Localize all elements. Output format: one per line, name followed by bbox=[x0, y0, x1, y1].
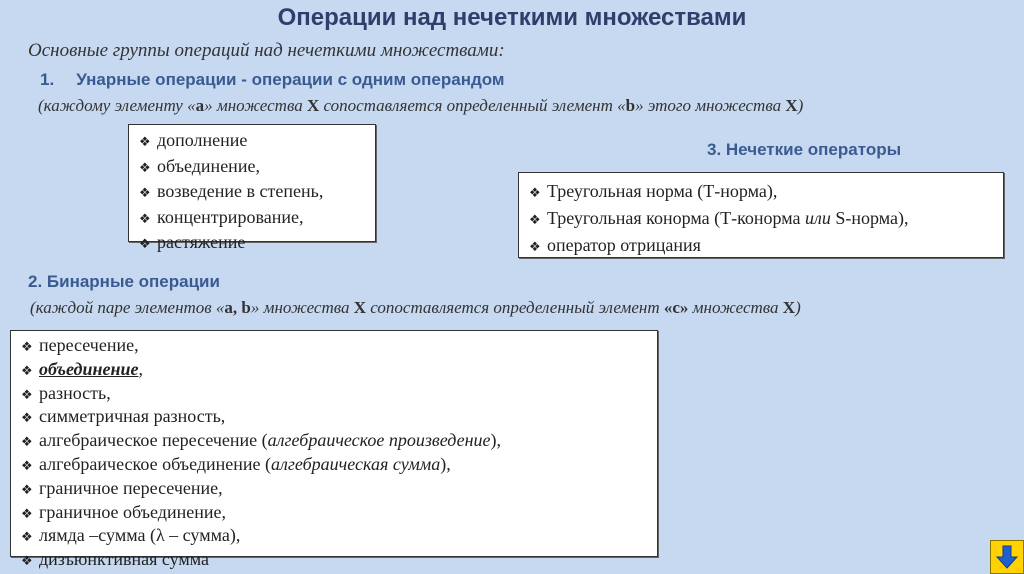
desc-set-x: X bbox=[785, 96, 798, 115]
unary-operations-box bbox=[128, 124, 376, 252]
desc-part: множества bbox=[688, 298, 783, 317]
bullet-icon: ❖ bbox=[21, 506, 33, 522]
item-text: пересечение, bbox=[39, 335, 139, 355]
item-text: объединение, bbox=[157, 155, 260, 176]
list-item bbox=[21, 502, 657, 526]
bullet-icon: ❖ bbox=[21, 387, 33, 403]
item-text: алгебраическое пересечение ( bbox=[39, 430, 268, 451]
bullet-icon: ❖ bbox=[21, 530, 33, 546]
desc-set-x: X bbox=[782, 298, 796, 317]
list-item bbox=[529, 206, 1003, 233]
item-text: граничное объединение, bbox=[39, 501, 226, 522]
arrow-down-icon bbox=[994, 544, 1020, 570]
desc-element-a: а bbox=[195, 96, 205, 115]
desc-set-x: X bbox=[353, 298, 367, 317]
bullet-icon: ❖ bbox=[21, 554, 33, 570]
list-item bbox=[21, 430, 657, 454]
list-item bbox=[529, 233, 1003, 260]
list-item bbox=[21, 383, 657, 407]
unary-heading-text: Унарные операции - операции с одним операндом bbox=[76, 70, 505, 89]
bullet-icon: ❖ bbox=[529, 240, 541, 255]
bullet-icon: ❖ bbox=[529, 213, 541, 228]
bullet-icon: ❖ bbox=[139, 211, 151, 227]
bullet-icon: ❖ bbox=[139, 186, 151, 201]
bullet-icon: ❖ bbox=[139, 135, 151, 150]
unary-heading bbox=[40, 70, 505, 90]
item-text: алгебраическое объединение ( bbox=[39, 453, 271, 474]
item-text: граничное пересечение, bbox=[39, 477, 223, 498]
list-item bbox=[529, 179, 1003, 206]
list-item bbox=[21, 454, 657, 478]
list-item bbox=[21, 335, 657, 359]
item-text: возведение в степень, bbox=[157, 181, 324, 201]
item-text: ), bbox=[490, 430, 502, 451]
desc-part: » множества bbox=[204, 96, 307, 115]
desc-part: ) bbox=[797, 96, 804, 115]
binary-operations-box bbox=[10, 330, 658, 570]
item-text: Треугольная норма (Т-норма), bbox=[547, 181, 778, 201]
list-item bbox=[21, 359, 657, 383]
list-item bbox=[139, 155, 375, 181]
bullet-icon: ❖ bbox=[21, 411, 33, 427]
list-item bbox=[139, 129, 375, 155]
bullet-icon: ❖ bbox=[21, 340, 33, 355]
item-text-italic: алгебраическое произведение bbox=[267, 430, 491, 451]
fuzzy-operators-list bbox=[529, 179, 1003, 260]
item-text: дополнение bbox=[157, 130, 248, 150]
list-item bbox=[139, 231, 375, 257]
bullet-icon: ❖ bbox=[21, 435, 33, 451]
desc-element-c: «с» bbox=[663, 298, 689, 317]
page-title: Операции над нечеткими множествами bbox=[277, 4, 747, 31]
item-text: лямда –сумма (λ – сумма), bbox=[39, 525, 241, 546]
unary-number: 1. bbox=[40, 70, 55, 89]
item-text-italic: алгебраическая сумма bbox=[271, 453, 441, 474]
item-text: ), bbox=[440, 453, 451, 474]
list-item bbox=[139, 206, 375, 232]
desc-set-x: X bbox=[306, 96, 320, 115]
list-item bbox=[139, 180, 375, 206]
list-item bbox=[21, 406, 657, 430]
item-text: S-норма), bbox=[830, 208, 909, 228]
item-text: симметричная разность, bbox=[39, 406, 226, 427]
item-text-emphasis: объединение bbox=[39, 358, 139, 379]
item-text: , bbox=[138, 358, 143, 379]
unary-list bbox=[139, 129, 375, 257]
bullet-icon: ❖ bbox=[21, 482, 33, 498]
desc-part: » этого множества bbox=[635, 96, 786, 115]
item-text: дизъюнктивная сумма bbox=[39, 549, 210, 570]
list-item bbox=[21, 549, 657, 573]
bullet-icon: ❖ bbox=[139, 237, 151, 252]
item-text: концентрирование, bbox=[157, 206, 304, 227]
bullet-icon: ❖ bbox=[139, 160, 151, 176]
unary-description bbox=[38, 96, 803, 116]
item-text-italic: или bbox=[805, 208, 831, 228]
desc-part: сопоставляется определенный элемент bbox=[366, 298, 664, 317]
fuzzy-operators-heading: 3. Нечеткие операторы bbox=[707, 140, 902, 159]
bullet-icon: ❖ bbox=[21, 458, 33, 474]
desc-elements-ab: a, b bbox=[224, 298, 251, 317]
item-text: оператор отрицания bbox=[547, 235, 701, 255]
list-item bbox=[21, 478, 657, 502]
binary-heading: 2. Бинарные операции bbox=[28, 272, 220, 291]
binary-list bbox=[21, 335, 657, 573]
list-item bbox=[21, 525, 657, 549]
item-text: разность, bbox=[39, 382, 111, 403]
item-text: растяжение bbox=[157, 232, 246, 252]
desc-part: сопоставляется определенный элемент « bbox=[319, 96, 626, 115]
binary-description bbox=[30, 298, 801, 318]
desc-part: (каждой паре элементов « bbox=[30, 298, 225, 317]
item-text: Треугольная конорма (Т-конорма bbox=[547, 208, 806, 228]
bullet-icon: ❖ bbox=[21, 363, 33, 379]
desc-part: ) bbox=[795, 298, 801, 317]
desc-part: (каждому элементу « bbox=[38, 96, 196, 115]
desc-element-b: b bbox=[625, 96, 636, 115]
fuzzy-operators-box bbox=[518, 172, 1004, 258]
intro-text: Основные группы операций над нечеткими множествами: bbox=[28, 40, 505, 61]
desc-part: » множества bbox=[250, 298, 354, 317]
bullet-icon: ❖ bbox=[529, 186, 541, 201]
next-slide-button[interactable] bbox=[990, 540, 1024, 574]
